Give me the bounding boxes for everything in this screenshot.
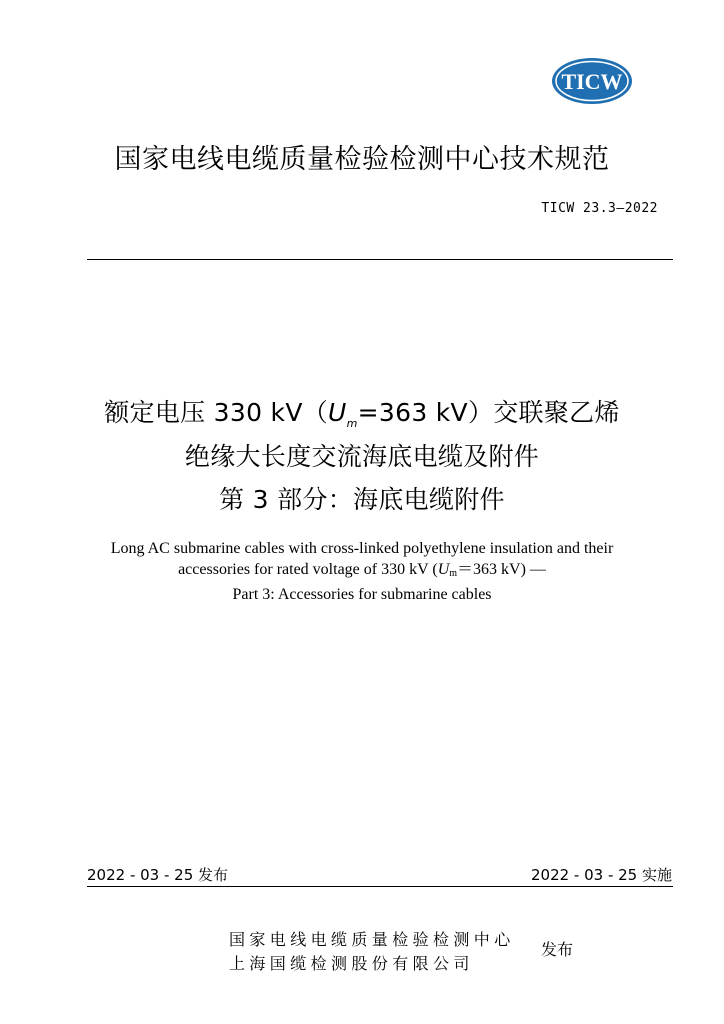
en-title-line1: Long AC submarine cables with cross-linked polyethylene insulation and their — [110, 540, 614, 557]
issue-date: 2022 - 03 - 25 发布 — [87, 866, 229, 884]
cn-title-line1-a: 额定电压 330 kV（ — [104, 398, 329, 427]
ticw-logo — [550, 56, 634, 106]
en-title-line2 — [0, 559, 724, 584]
implement-date: 2022 - 03 - 25 实施 — [530, 866, 672, 884]
publish-label: 发布 — [541, 940, 574, 959]
cn-title-line3: 第 3 部分：海底电缆附件 — [219, 485, 505, 514]
ticw-logo-graphic — [550, 56, 634, 106]
logo-text: TICW — [561, 69, 623, 94]
cn-title-line1 — [0, 393, 724, 430]
footer-divider — [87, 886, 673, 887]
en-title — [0, 538, 724, 605]
cn-title-m-subscript: m — [346, 417, 358, 430]
en-title-line3: Part 3: Accessories for submarine cables — [232, 586, 492, 603]
cn-title-line1-b: =363 kV）交联聚乙烯 — [357, 398, 620, 427]
cn-title-u-symbol: U — [328, 398, 347, 427]
en-title-m-subscript: m — [449, 568, 458, 579]
issuer-line2: 上海国缆检测股份有限公司 — [229, 954, 474, 973]
issuer-block — [229, 928, 515, 976]
en-title-line2-b: ＝363 kV) — — [457, 561, 546, 578]
cn-title-line2: 绝缘大长度交流海底电缆及附件 — [184, 442, 540, 471]
standard-number: TICW 23.3—2022 — [541, 201, 658, 216]
header-divider — [87, 259, 673, 260]
en-title-u-symbol: U — [437, 561, 450, 578]
issuer-line1: 国家电线电缆质量检验检测中心 — [229, 930, 515, 949]
header-title: 国家电线电缆质量检验检测中心技术规范 — [114, 144, 610, 175]
en-title-line2-a: accessories for rated voltage of 330 kV ( — [178, 561, 438, 578]
